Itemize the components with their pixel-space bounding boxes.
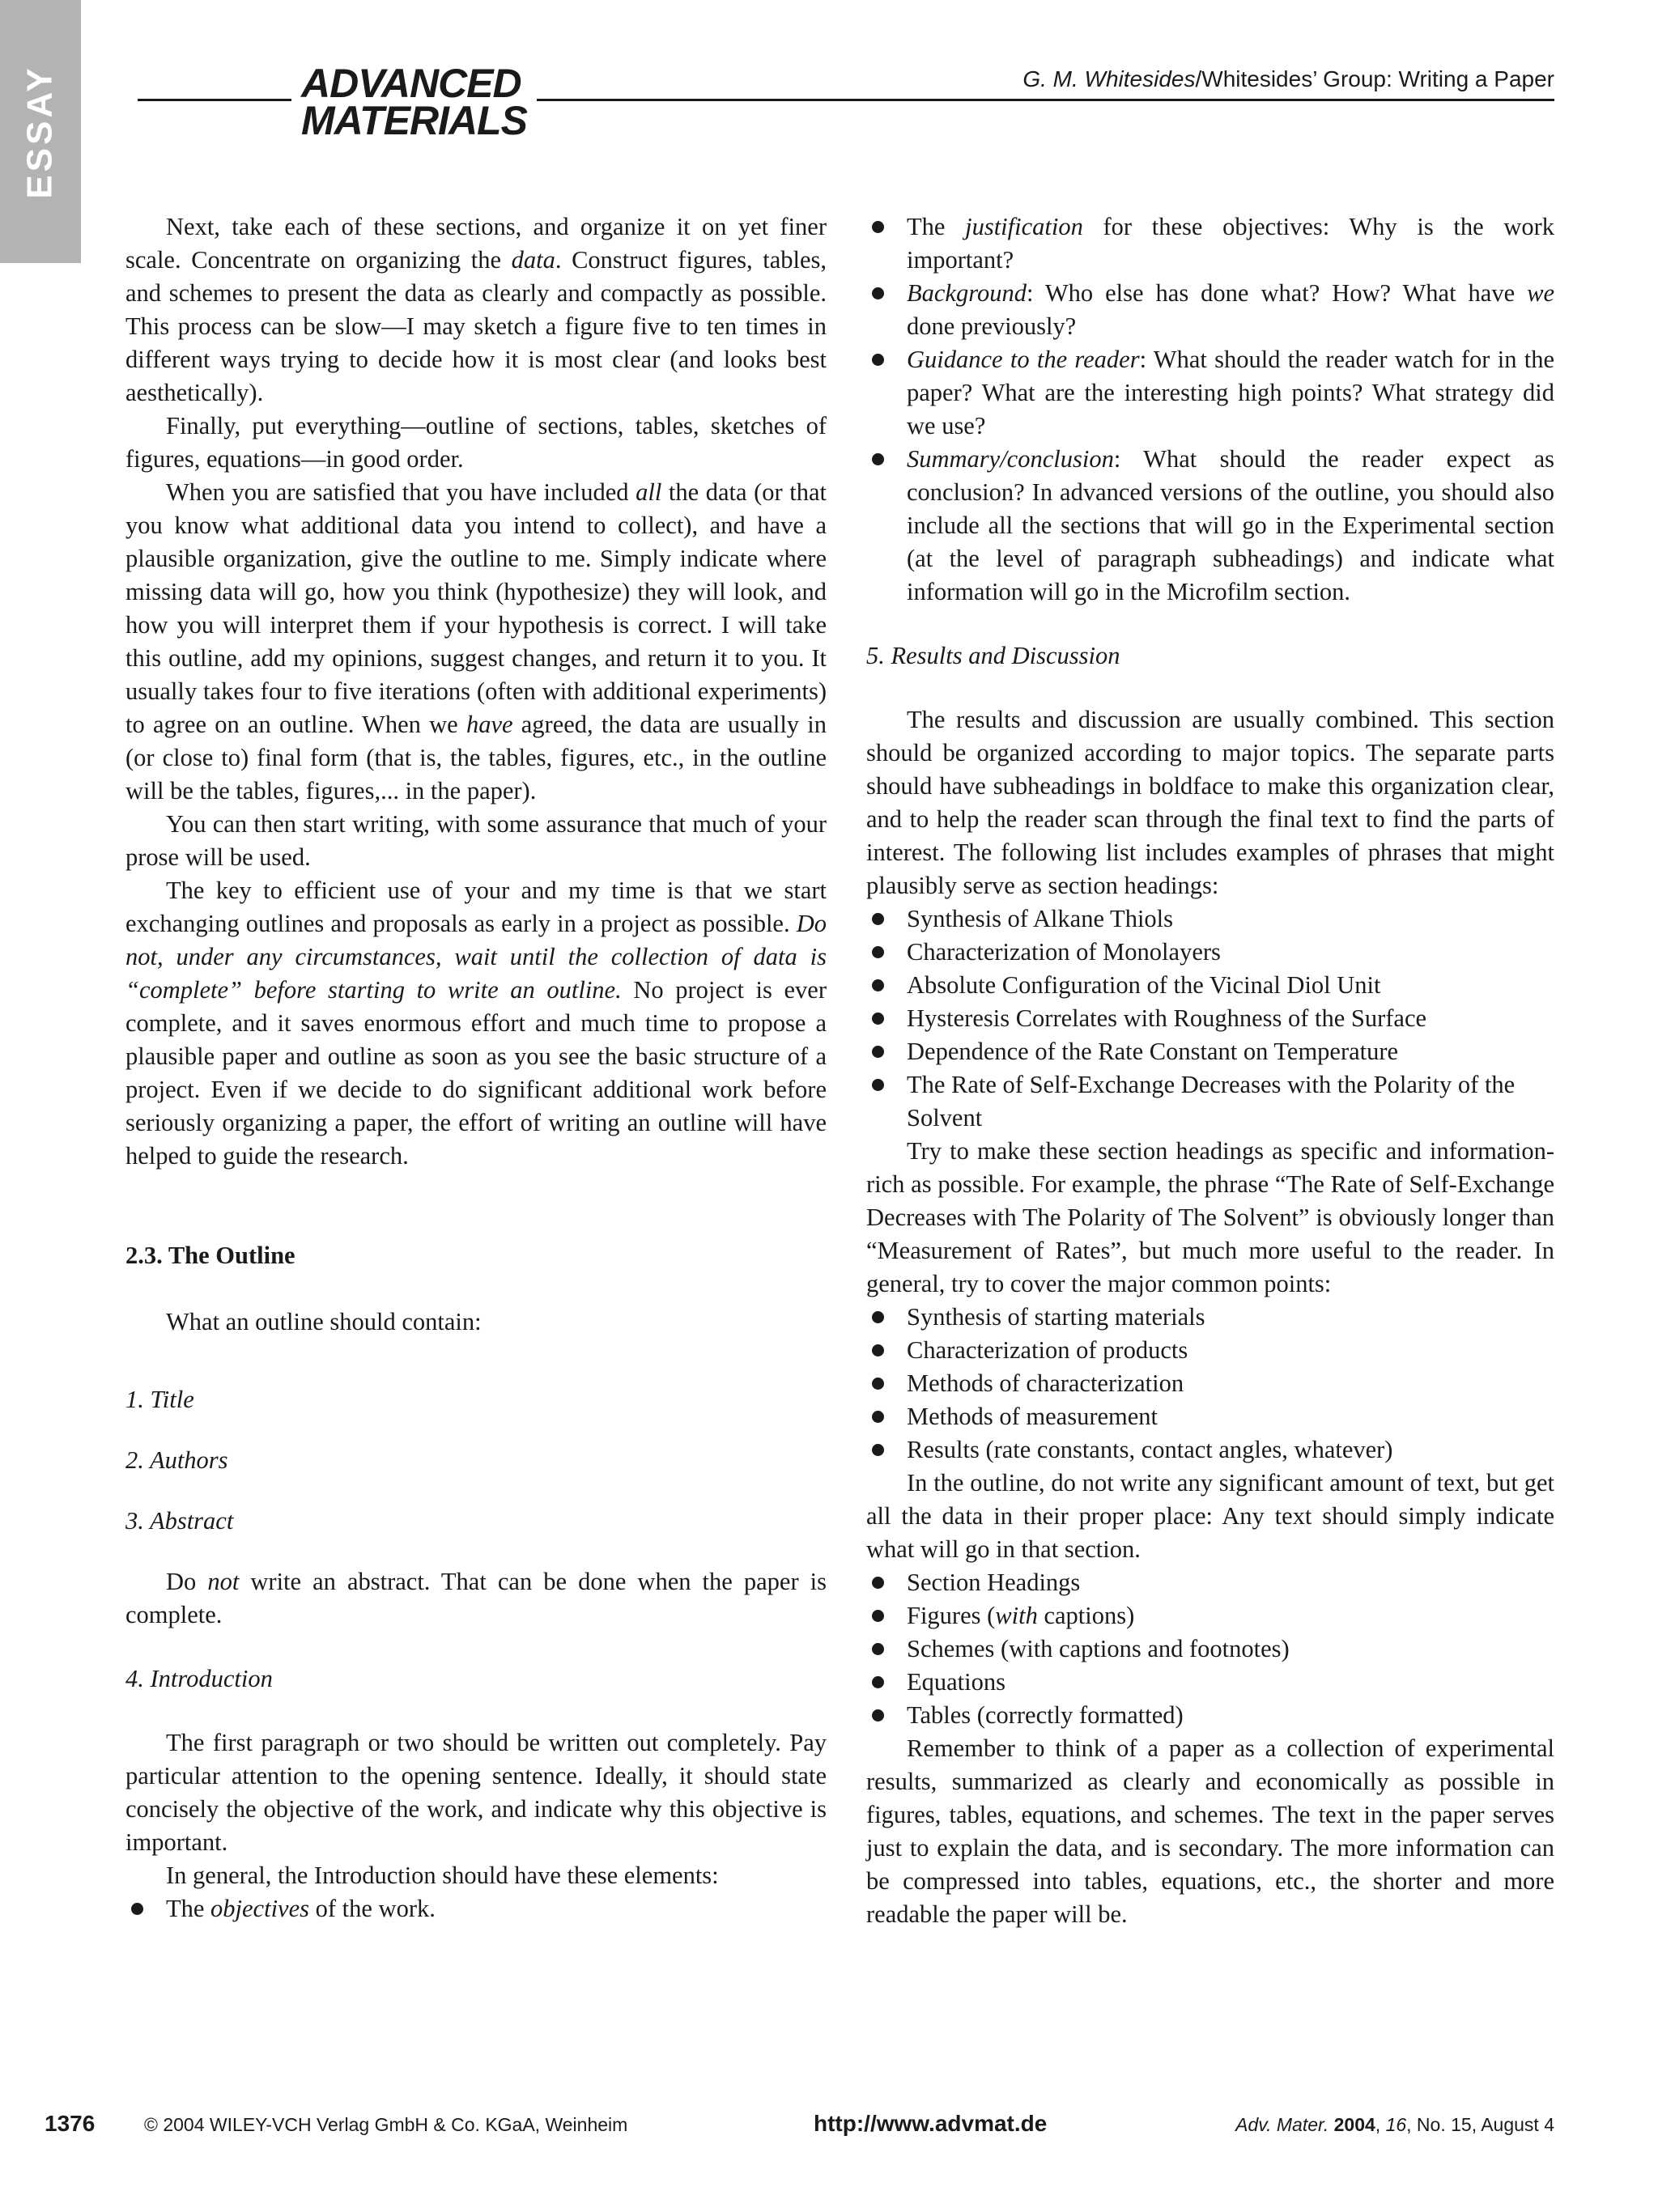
list-item: The Rate of Self-Exchange Decreases with the Polarity of the Solvent (866, 1068, 1554, 1135)
list-item: Synthesis of Alkane Thiols (866, 902, 1554, 936)
list-item: Background: Who else has done what? How? What have we done previously? (866, 277, 1554, 343)
journal-url[interactable]: http://www.advmat.de (814, 2111, 1048, 2136)
paragraph: In the outline, do not write any significant amount of text, but get all the data in their proper place: Any text should simply indicate what will go in that section. (866, 1469, 1554, 1563)
essay-tab-label: ESSAY (20, 64, 61, 199)
heading-examples-list (866, 902, 1554, 1135)
paragraph: The key to efficient use of your and my time is that we start exchanging outlines and proposals as early in a project as possible. Do not, under any circumstances, wait until the collection of data is “complete” before starting to write an outline. No project is ever complete, and it saves enormous effort and much time to propose a plausible paper and outline as soon as you see the basic structure of a project. Even if we decide to do significant additional work before seriously organizing a paper, the effort of writing an outline will have helped to guide the research. (125, 877, 827, 1170)
list-item: Section Headings (866, 1566, 1554, 1599)
intro-elements-list-continued (866, 210, 1554, 609)
list-item: Methods of characterization (866, 1367, 1554, 1400)
page-footer (0, 2111, 1658, 2143)
paragraph: You can then start writing, with some assurance that much of your prose will be used. (125, 810, 827, 871)
outline-item-heading: 4. Introduction (125, 1665, 273, 1692)
essay-section-tab (0, 0, 81, 263)
list-item: Equations (866, 1666, 1554, 1699)
list-item: Tables (correctly formatted) (866, 1699, 1554, 1732)
paragraph: In general, the Introduction should have these elements: (166, 1862, 719, 1889)
list-item: Characterization of Monolayers (866, 936, 1554, 969)
list-item: Figures (with captions) (866, 1599, 1554, 1632)
paragraph: Try to make these section headings as specific and information-rich as possible. For example, the phrase “The Rate of Self-Exchange Decreases with The Polarity of The Solvent” is obviously longer than “Measurement of Rates”, but much more useful to the reader. In general, try to cover the major common points: (866, 1137, 1554, 1297)
common-points-list (866, 1301, 1554, 1467)
outline-item-heading: 2. Authors (125, 1446, 228, 1474)
running-head-title: /Whitesides’ Group: Writing a Paper (1195, 66, 1554, 91)
paragraph: When you are satisfied that you have included all the data (or that you know what additional data you intend to collect), and have a plausible organization, give the outline to me. Simply indicate where missing data will go, how you think (hypothesize) they will look, and how you will interpret them if your hypothesis is correct. I will take this outline, add my opinions, suggest changes, and return it to you. It usually takes four to five iterations (often with additional experiments) to agree on an outline. When we have agreed, the data are usually in (or close to) final form (that is, the tables, figures, etc., in the outline will be the tables, figures,... in the paper). (125, 478, 827, 805)
paragraph: Remember to think of a paper as a collection of experimental results, summarized as clearly and economically as possible in figures, tables, equations, and schemes. The text in the paper serves just to explain the data, and is secondary. The more information can be compressed into tables, equations, etc., the shorter and more readable the paper will be. (866, 1734, 1554, 1928)
paragraph: What an outline should contain: (166, 1308, 482, 1335)
outline-item-heading: 5. Results and Discussion (866, 642, 1120, 669)
section-heading: 2.3. The Outline (125, 1242, 295, 1269)
list-item: Synthesis of starting materials (866, 1301, 1554, 1334)
paragraph: The results and discussion are usually combined. This section should be organized according to major topics. The separate parts should have subheadings in boldface to make this organization clear, and to help the reader scan through the final text to find the parts of interest. The following list includes examples of phrases that might plausibly serve as section headings: (866, 706, 1554, 899)
logo-line-2: MATERIALS (301, 98, 527, 143)
paragraph: The first paragraph or two should be written out completely. Pay particular attention to the opening sentence. Ideally, it should state concisely the objective of the work, and indicate why this objective is important. (125, 1729, 827, 1856)
intro-elements-list (125, 1892, 827, 1925)
list-item: The objectives of the work. (125, 1892, 827, 1925)
list-item: Characterization of products (866, 1334, 1554, 1367)
list-item: Schemes (with captions and footnotes) (866, 1632, 1554, 1666)
list-item: The justification for these objectives: Why is the work important? (866, 210, 1554, 277)
paragraph: Do not write an abstract. That can be done when the paper is complete. (125, 1568, 827, 1628)
list-item: Summary/conclusion: What should the reader expect as conclusion? In advanced versions of the outline, you should also include all the sections that will go in the Experimental section (at the level of paragraph subheadings) and indicate what information will go in the Microfilm section. (866, 443, 1554, 609)
left-column (125, 210, 827, 1925)
running-head (1011, 66, 1554, 92)
list-item: Dependence of the Rate Constant on Temperature (866, 1035, 1554, 1068)
list-item: Guidance to the reader: What should the reader watch for in the paper? What are the interesting high points? What strategy did we use? (866, 343, 1554, 443)
copyright: © 2004 WILEY-VCH Verlag GmbH & Co. KGaA, Weinheim (144, 2114, 628, 2135)
paragraph: Next, take each of these sections, and organize it on yet finer scale. Concentrate on organizing the data. Construct figures, tables, and schemes to present the data as clearly and compactly as possible. This process can be slow—I may sketch a figure five to ten times in different ways trying to decide how it is most clear (and looks best aesthetically). (125, 213, 827, 406)
list-item: Results (rate constants, contact angles, whatever) (866, 1433, 1554, 1467)
outline-item-heading: 1. Title (125, 1386, 194, 1413)
logo-line-1: ADVANCED (301, 61, 521, 106)
outline-contents-list (866, 1566, 1554, 1732)
running-head-author: G. M. Whitesides (1022, 66, 1196, 91)
list-item: Methods of measurement (866, 1400, 1554, 1433)
citation: Adv. Mater. 2004, 16, No. 15, August 4 (1235, 2114, 1554, 2135)
list-item: Absolute Configuration of the Vicinal Diol Unit (866, 969, 1554, 1002)
list-item: Hysteresis Correlates with Roughness of the Surface (866, 1002, 1554, 1035)
page-number: 1376 (45, 2111, 96, 2136)
paragraph: Finally, put everything—outline of sections, tables, sketches of figures, equations—in good order. (125, 412, 827, 473)
outline-item-heading: 3. Abstract (125, 1507, 234, 1535)
right-column (866, 210, 1554, 1931)
journal-logo (291, 61, 537, 143)
